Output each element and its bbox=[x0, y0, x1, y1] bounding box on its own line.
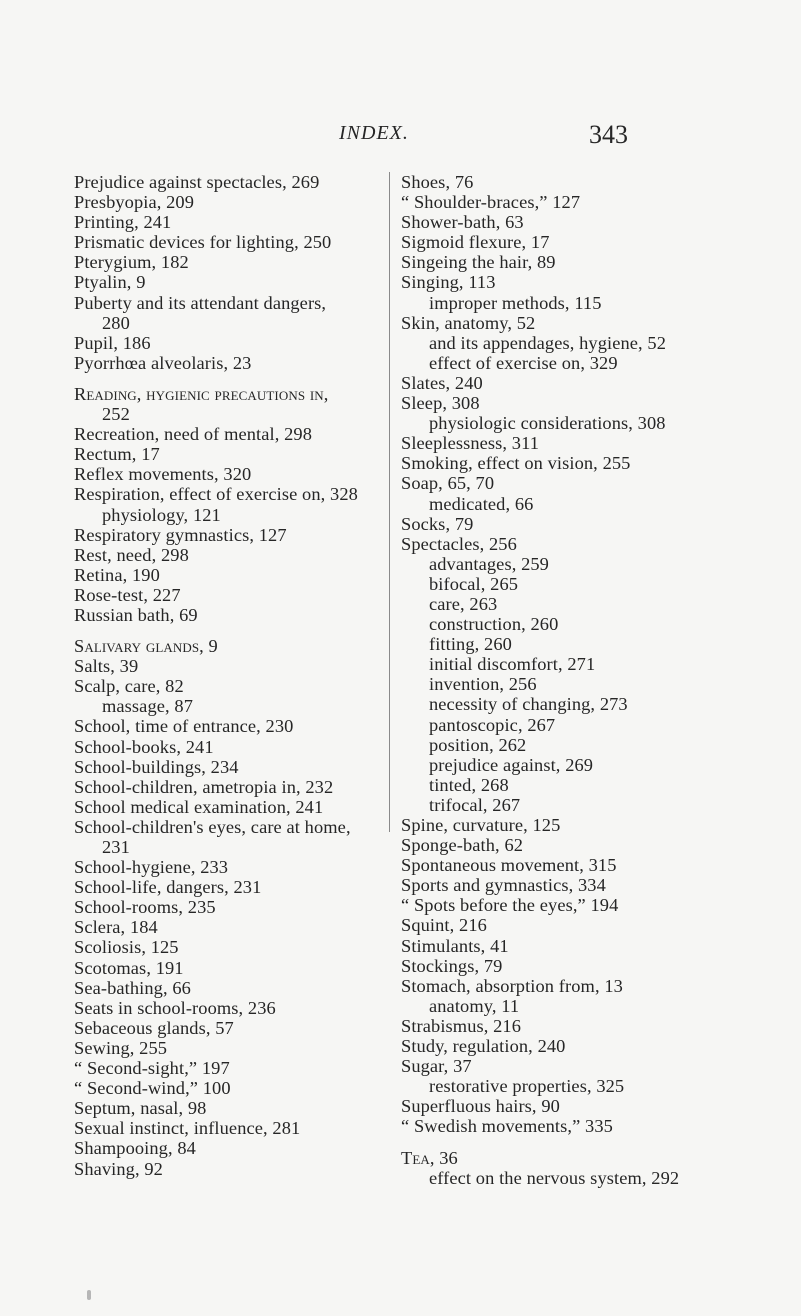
index-entry: Singeing the hair, 89 bbox=[401, 252, 556, 273]
index-entry: “ Spots before the eyes,” 194 bbox=[401, 895, 619, 916]
page-header bbox=[0, 122, 801, 162]
index-entry: Sea-bathing, 66 bbox=[74, 977, 191, 998]
index-entry: Sigmoid flexure, 17 bbox=[401, 232, 550, 253]
index-entry: Prejudice against spectacles, 269 bbox=[74, 172, 320, 192]
index-subentry: medicated, 66 bbox=[429, 493, 534, 514]
index-entry: School, time of entrance, 230 bbox=[74, 716, 294, 737]
index-entry: Scoliosis, 125 bbox=[74, 937, 179, 958]
column-divider bbox=[389, 172, 390, 832]
index-subentry: pantoscopic, 267 bbox=[429, 714, 556, 735]
index-entry: Puberty and its attendant dangers, bbox=[74, 292, 327, 313]
index-entry: Stomach, absorption from, 13 bbox=[401, 975, 623, 996]
index-entry: School-hygiene, 233 bbox=[74, 857, 229, 878]
index-entry: Socks, 79 bbox=[401, 513, 474, 534]
index-entry: Sewing, 255 bbox=[74, 1037, 168, 1058]
index-entry: Recreation, need of mental, 298 bbox=[74, 424, 313, 445]
index-subentry: and its appendages, hygiene, 52 bbox=[429, 332, 667, 353]
index-entry-continuation: 231 bbox=[102, 837, 130, 857]
index-entry: Spectacles, 256 bbox=[401, 533, 517, 554]
index-entry: Spontaneous movement, 315 bbox=[401, 855, 617, 876]
index-subentry: invention, 256 bbox=[429, 674, 537, 695]
index-subentry: improper methods, 115 bbox=[429, 292, 602, 313]
index-subentry: physiologic considerations, 308 bbox=[429, 413, 666, 434]
index-entry: Stimulants, 41 bbox=[401, 935, 509, 956]
index-entry: Study, regulation, 240 bbox=[401, 1036, 566, 1057]
index-subentry: massage, 87 bbox=[102, 696, 193, 717]
index-subentry: effect on the nervous system, 292 bbox=[429, 1167, 680, 1188]
index-entry: “ Shoulder-braces,” 127 bbox=[401, 192, 581, 213]
running-title: INDEX. bbox=[339, 122, 409, 144]
index-entry: “ Swedish movements,” 335 bbox=[401, 1116, 613, 1137]
index-entry: Sexual instinct, influence, 281 bbox=[74, 1118, 301, 1139]
index-entry: Sclera, 184 bbox=[74, 917, 158, 938]
index-subentry: initial discomfort, 271 bbox=[429, 654, 596, 675]
index-entry: Printing, 241 bbox=[74, 212, 172, 233]
index-entry: “ Second-sight,” 197 bbox=[74, 1058, 230, 1079]
index-entry: Seats in school-rooms, 236 bbox=[74, 997, 276, 1018]
index-entry: Salivary glands, 9 bbox=[74, 636, 218, 657]
paper-speck bbox=[87, 1290, 91, 1300]
index-entry: Respiration, effect of exercise on, 328 bbox=[74, 484, 358, 505]
index-subentry: restorative properties, 325 bbox=[429, 1076, 625, 1097]
index-entry: School-books, 241 bbox=[74, 736, 214, 757]
index-entry: “ Second-wind,” 100 bbox=[74, 1078, 231, 1099]
index-subentry: trifocal, 267 bbox=[429, 794, 521, 815]
index-entry: Sports and gymnastics, 334 bbox=[401, 875, 606, 896]
index-entry: Reflex movements, 320 bbox=[74, 464, 252, 485]
index-entry: Shower-bath, 63 bbox=[401, 212, 524, 233]
index-entry: Rose-test, 227 bbox=[74, 584, 181, 605]
index-subentry: prejudice against, 269 bbox=[429, 754, 594, 775]
index-entry: School medical examination, 241 bbox=[74, 796, 324, 817]
index-entry: Tea, 36 bbox=[401, 1147, 458, 1168]
index-entry: Spine, curvature, 125 bbox=[401, 815, 561, 835]
index-entry: Rectum, 17 bbox=[74, 444, 160, 465]
index-entry: Superfluous hairs, 90 bbox=[401, 1096, 560, 1117]
index-subentry: bifocal, 265 bbox=[429, 573, 519, 594]
index-subentry: anatomy, 11 bbox=[429, 995, 520, 1016]
index-entry: School-buildings, 234 bbox=[74, 756, 239, 777]
index-entry: Stockings, 79 bbox=[401, 955, 503, 976]
index-entry: School-children's eyes, care at home, bbox=[74, 816, 351, 837]
index-entry-continuation: 280 bbox=[102, 312, 130, 333]
index-entry: Skin, anatomy, 52 bbox=[401, 312, 536, 333]
index-entry: Smoking, effect on vision, 255 bbox=[401, 453, 631, 474]
index-entry-continuation: 252 bbox=[102, 404, 130, 425]
index-entry: Soap, 65, 70 bbox=[401, 473, 495, 494]
index-entry: Sleep, 308 bbox=[401, 393, 480, 414]
index-subentry: effect of exercise on, 329 bbox=[429, 352, 618, 373]
index-entry: Sponge-bath, 62 bbox=[401, 835, 524, 856]
index-entry: Squint, 216 bbox=[401, 915, 487, 936]
index-entry: Strabismus, 216 bbox=[401, 1015, 522, 1036]
index-entry: Ptyalin, 9 bbox=[74, 272, 146, 293]
index-subentry: care, 263 bbox=[429, 593, 498, 614]
index-entry: Presbyopia, 209 bbox=[74, 192, 195, 213]
index-entry: Russian bath, 69 bbox=[74, 604, 198, 625]
index-subentry: position, 262 bbox=[429, 734, 527, 755]
index-entry: Sebaceous glands, 57 bbox=[74, 1017, 234, 1038]
index-entry: School-rooms, 235 bbox=[74, 897, 216, 918]
index-entry: Rest, need, 298 bbox=[74, 544, 189, 565]
index-entry: Reading, hygienic precautions in, bbox=[74, 383, 329, 404]
index-entry: Sugar, 37 bbox=[401, 1056, 472, 1077]
index-entry: Scalp, care, 82 bbox=[74, 676, 184, 697]
index-column-left bbox=[74, 172, 359, 1179]
index-entry: School-children, ametropia in, 232 bbox=[74, 776, 334, 797]
index-subentry: fitting, 260 bbox=[429, 634, 512, 655]
index-entry: Pyorrhœa alveolaris, 23 bbox=[74, 352, 252, 373]
index-entry: Septum, nasal, 98 bbox=[74, 1098, 207, 1119]
index-entry: Pterygium, 182 bbox=[74, 252, 189, 273]
index-entry: Shoes, 76 bbox=[401, 172, 474, 192]
index-entry: Salts, 39 bbox=[74, 656, 139, 677]
index-subentry: advantages, 259 bbox=[429, 553, 549, 574]
index-entry: School-life, dangers, 231 bbox=[74, 877, 262, 898]
index-subentry: physiology, 121 bbox=[102, 504, 221, 525]
index-entry: Shaving, 92 bbox=[74, 1158, 163, 1179]
page-number: 343 bbox=[589, 120, 628, 149]
index-entry: Retina, 190 bbox=[74, 564, 160, 585]
index-subentry: construction, 260 bbox=[429, 614, 559, 635]
index-entry: Pupil, 186 bbox=[74, 332, 151, 353]
index-entry: Shampooing, 84 bbox=[74, 1138, 196, 1159]
index-entry: Respiratory gymnastics, 127 bbox=[74, 524, 287, 545]
index-entry: Slates, 240 bbox=[401, 372, 483, 393]
index-column-right bbox=[401, 172, 751, 1188]
index-entry: Sleeplessness, 311 bbox=[401, 433, 540, 454]
index-entry: Prismatic devices for lighting, 250 bbox=[74, 232, 332, 253]
index-subentry: tinted, 268 bbox=[429, 774, 509, 795]
index-subentry: necessity of changing, 273 bbox=[429, 694, 628, 715]
index-entry: Scotomas, 191 bbox=[74, 957, 184, 978]
index-entry: Singing, 113 bbox=[401, 272, 496, 293]
